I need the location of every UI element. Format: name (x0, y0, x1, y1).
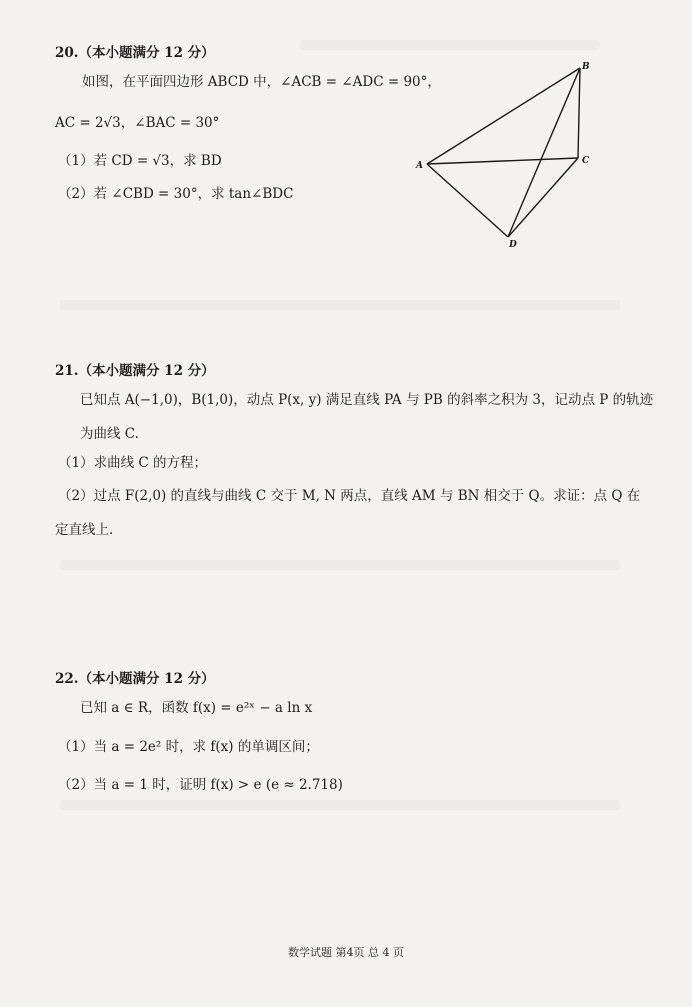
edge-bd (508, 68, 580, 237)
label-b: B (582, 62, 590, 72)
problem-22-header: 22.（本小题满分 12 分） (55, 671, 215, 687)
bleed-through (60, 560, 620, 570)
problem-21-intro: 已知点 A(−1,0)，B(1,0)，动点 P(x, y) 满足直线 PA 与 PB 的斜率之积为 3，记动点 P 的轨迹 (80, 392, 654, 408)
problem-20-part1: （1）若 CD = √3，求 BD (58, 153, 222, 169)
bleed-through (60, 300, 620, 310)
label-d: D (509, 240, 517, 250)
problem-22-part2: （2）当 a = 1 时，证明 f(x) > e (e ≈ 2.718) (58, 777, 343, 793)
problem-21-part2: （2）过点 F(2,0) 的直线与曲线 C 交于 M, N 两点，直线 AM 与 BN 相交于 Q。求证：点 Q 在 (58, 488, 641, 504)
problem-22-intro: 已知 a ∈ R，函数 f(x) = e²ˣ − a ln x (80, 700, 313, 716)
problem-20-header: 20.（本小题满分 12 分） (55, 45, 215, 61)
problem-21-intro-cont: 为曲线 C. (80, 426, 139, 442)
label-c: C (582, 156, 590, 166)
page-footer: 数学试题 第4页 总 4 页 (288, 946, 404, 959)
edge-ab (427, 68, 580, 164)
problem-21-part1: （1）求曲线 C 的方程； (58, 455, 208, 471)
label-a: A (416, 161, 423, 171)
problem-20-given: AC = 2√3，∠BAC = 30° (55, 115, 220, 131)
problem-20-part2: （2）若 ∠CBD = 30°，求 tan∠BDC (58, 186, 294, 202)
edge-ad (427, 164, 508, 237)
edge-cd (508, 158, 578, 237)
bleed-through (300, 40, 600, 50)
problem-21-part2-cont: 定直线上. (55, 522, 114, 538)
edge-bc (578, 68, 580, 158)
quadrilateral-figure (410, 56, 600, 252)
problem-21-header: 21.（本小题满分 12 分） (55, 363, 215, 379)
problem-20-intro: 如图，在平面四边形 ABCD 中，∠ACB = ∠ADC = 90°， (82, 74, 441, 90)
bleed-through (60, 800, 620, 810)
problem-22-part1: （1）当 a = 2e² 时，求 f(x) 的单调区间； (58, 739, 319, 755)
edge-ac (427, 158, 578, 164)
